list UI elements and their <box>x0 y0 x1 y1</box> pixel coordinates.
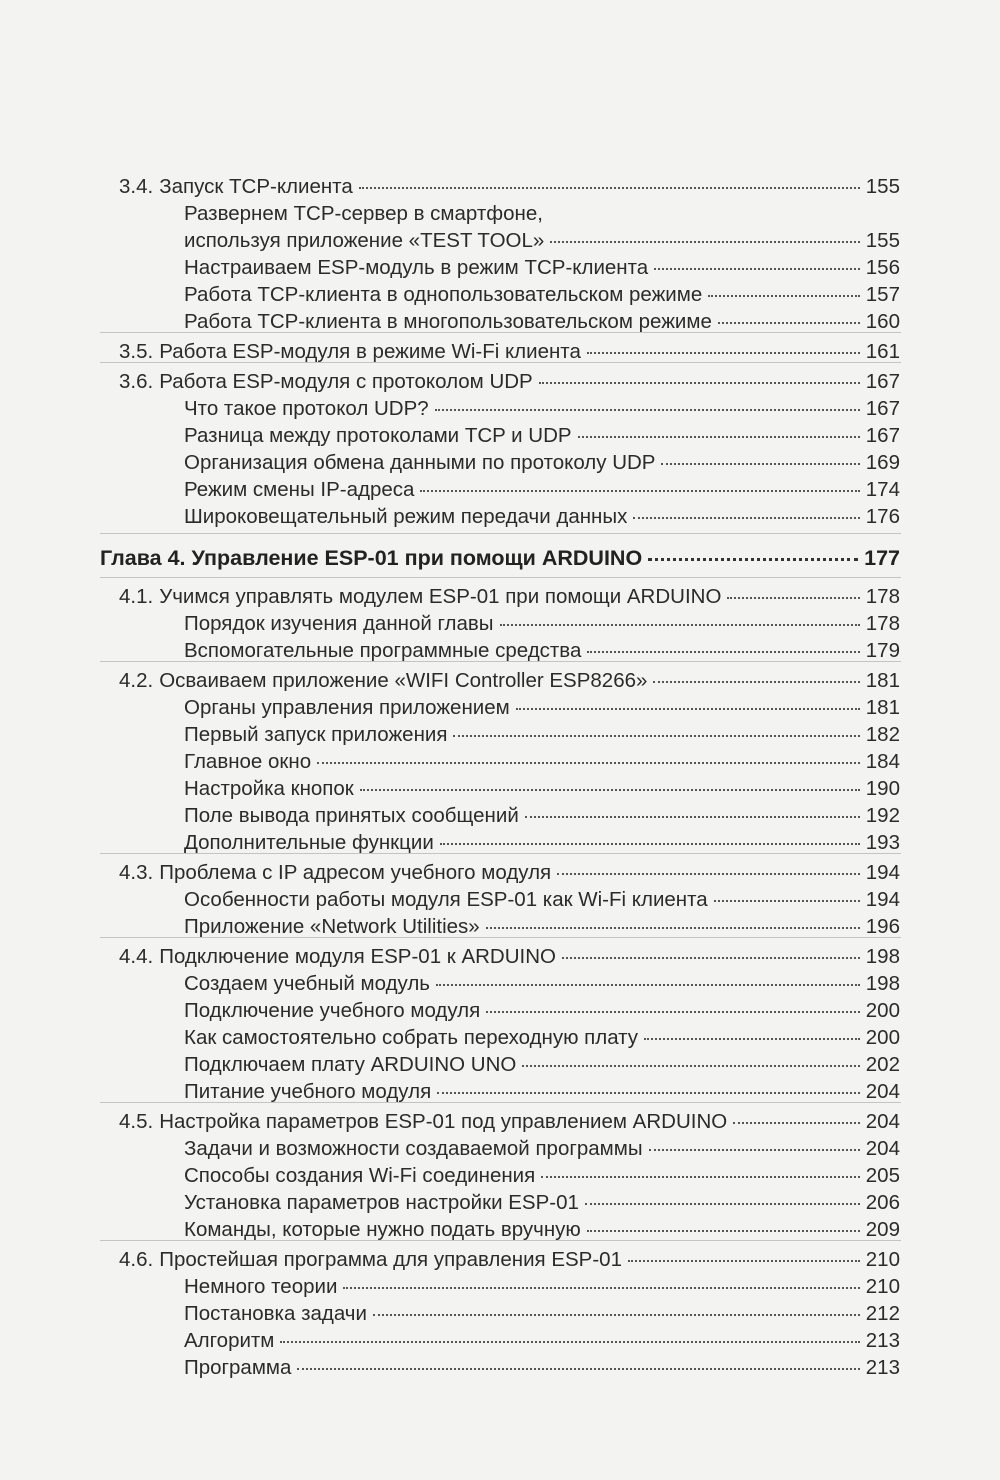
toc-subsection-row[interactable] <box>184 310 900 334</box>
toc-page-number: 178 <box>865 585 900 608</box>
section-divider <box>100 533 901 534</box>
toc-page-number: 209 <box>865 1218 900 1241</box>
toc-entry-title <box>184 831 434 855</box>
toc-page-number: 167 <box>865 397 900 420</box>
toc-entry-title <box>184 1026 638 1050</box>
dot-leader <box>440 843 860 845</box>
dot-leader <box>420 490 859 492</box>
toc-entry-number: 4.6. <box>119 1248 154 1271</box>
toc-page-number: 213 <box>865 1329 900 1352</box>
toc-entry-text: Что такое протокол UDP? <box>184 397 429 420</box>
toc-subsection-row[interactable] <box>184 451 900 475</box>
toc-subsection-row[interactable] <box>184 639 900 663</box>
dot-leader <box>522 1065 859 1067</box>
toc-page-number: 193 <box>865 831 900 854</box>
toc-subsection-row[interactable] <box>184 1356 900 1380</box>
toc-page-number: 200 <box>865 1026 900 1049</box>
toc-page-number: 169 <box>865 451 900 474</box>
toc-subsection-row[interactable] <box>184 1164 900 1188</box>
toc-entry-title <box>184 451 655 475</box>
toc-entry-title <box>184 999 480 1023</box>
toc-entry-title <box>119 669 647 693</box>
dot-leader <box>587 352 860 354</box>
dot-leader <box>280 1341 859 1343</box>
toc-entry-text: Работа ESP-модуля в режиме Wi-Fi клиента <box>159 340 581 363</box>
toc-entry-title <box>184 723 447 747</box>
dot-leader <box>541 1176 860 1178</box>
dot-leader <box>360 789 860 791</box>
toc-entry-text: Режим смены IP-адреса <box>184 478 415 501</box>
dot-leader <box>644 1038 860 1040</box>
toc-entry-title <box>184 915 480 939</box>
toc-chapter-row[interactable] <box>100 546 900 570</box>
toc-page-number: 157 <box>865 283 900 306</box>
toc-entry-title <box>184 1302 367 1326</box>
toc-entry-text: Особенности работы модуля ESP-01 как Wi-Fi клиента <box>184 888 708 911</box>
toc-entry-text: Широковещательный режим передачи данных <box>184 505 628 528</box>
dot-leader <box>486 1011 860 1013</box>
toc-entry-title <box>184 804 519 828</box>
toc-subsection-row[interactable] <box>184 505 900 529</box>
toc-page-number: 181 <box>865 696 900 719</box>
dot-leader <box>359 187 860 189</box>
toc-subsection-row[interactable] <box>184 723 900 747</box>
dot-leader <box>297 1368 859 1370</box>
dot-leader <box>718 322 860 324</box>
toc-page-number: 204 <box>865 1137 900 1160</box>
toc-entry-title <box>184 1053 516 1077</box>
toc-entry-title <box>119 370 533 394</box>
toc-entry-title <box>184 888 708 912</box>
toc-entry-title <box>184 1356 291 1380</box>
toc-subsection-row[interactable] <box>184 804 900 828</box>
dot-leader <box>733 1122 860 1124</box>
toc-entry-text: Настройка параметров ESP-01 под управлением ARDUINO <box>159 1110 728 1133</box>
toc-entry-text: Как самостоятельно собрать переходную плату <box>184 1026 639 1049</box>
toc-page-number: 210 <box>865 1248 900 1271</box>
toc-subsection-row[interactable] <box>184 1026 900 1050</box>
toc-entry-title <box>184 1164 535 1188</box>
toc-page-number: 212 <box>865 1302 900 1325</box>
toc-page-number: 178 <box>865 612 900 635</box>
toc-subsection-row[interactable] <box>184 397 900 421</box>
toc-entry-text: Органы управления приложением <box>184 696 510 719</box>
toc-subsection-row[interactable] <box>184 283 900 307</box>
toc-page-number: 181 <box>865 669 900 692</box>
toc-page-number: 190 <box>865 777 900 800</box>
toc-entry-text: Настраиваем ESP-модуль в режим TCP-клиента <box>184 256 649 279</box>
toc-page-number: 205 <box>865 1164 900 1187</box>
section-divider <box>100 362 901 363</box>
toc-subsection-row[interactable] <box>184 777 900 801</box>
toc-page-number: 161 <box>865 340 900 363</box>
section-divider <box>100 853 901 854</box>
toc-entry-text: Настройка кнопок <box>184 777 354 800</box>
dot-leader <box>708 295 860 297</box>
toc-page-number: 198 <box>865 945 900 968</box>
toc-page-number: 202 <box>865 1053 900 1076</box>
toc-entry-title <box>184 202 543 226</box>
toc-subsection-row[interactable] <box>184 915 900 939</box>
toc-section-row[interactable] <box>119 1248 900 1272</box>
toc-entry-title <box>184 777 354 801</box>
toc-section-row[interactable] <box>119 861 900 885</box>
toc-page-number: 192 <box>865 804 900 827</box>
toc-entry-text: Поле вывода принятых сообщений <box>184 804 519 827</box>
toc-entry-text: Способы создания Wi-Fi соединения <box>184 1164 536 1187</box>
dot-leader <box>727 597 859 599</box>
section-divider <box>100 1102 901 1103</box>
dot-leader <box>436 984 860 986</box>
toc-page-number: 177 <box>864 546 900 570</box>
section-divider <box>100 661 901 662</box>
toc-entry-title <box>119 585 721 609</box>
dot-leader <box>714 900 860 902</box>
toc-section-row[interactable] <box>119 669 900 693</box>
dot-leader <box>373 1314 860 1316</box>
toc-entry-text: используя приложение «TEST TOOL» <box>184 229 545 252</box>
toc-section-row[interactable] <box>119 175 900 199</box>
toc-entry-title <box>100 546 642 570</box>
toc-entry-title <box>184 612 494 636</box>
toc-entry-text: Первый запуск приложения <box>184 723 448 746</box>
toc-page-number: 176 <box>865 505 900 528</box>
toc-page-number: 182 <box>865 723 900 746</box>
toc-section-row[interactable] <box>119 585 900 609</box>
toc-entry-title <box>184 750 311 774</box>
toc-entry-title <box>119 340 581 364</box>
toc-page-number: 179 <box>865 639 900 662</box>
toc-entry-number: 3.4. <box>119 175 154 198</box>
toc-page-number: 206 <box>865 1191 900 1214</box>
toc-entry-number: 4.2. <box>119 669 154 692</box>
section-divider <box>100 577 901 578</box>
dot-leader <box>585 1203 860 1205</box>
dot-leader <box>648 558 858 561</box>
toc-entry-number: 4.3. <box>119 861 154 884</box>
toc-entry-text: Запуск TCP-клиента <box>159 175 353 198</box>
toc-page-number: 167 <box>865 370 900 393</box>
toc-entry-title <box>184 1275 337 1299</box>
toc-subsection-row[interactable] <box>184 1080 900 1104</box>
toc-entry-title <box>184 639 581 663</box>
toc-entry-text: Осваиваем приложение «WIFI Controller ESP8266» <box>159 669 648 692</box>
toc-subsection-row[interactable] <box>184 831 900 855</box>
toc-entry-text: Постановка задачи <box>184 1302 367 1325</box>
toc-entry-number: 3.6. <box>119 370 154 393</box>
dot-leader <box>500 624 860 626</box>
toc-entry-text: Алгоритм <box>184 1329 275 1352</box>
toc-entry-number: 3.5. <box>119 340 154 363</box>
dot-leader <box>562 957 860 959</box>
dot-leader <box>539 382 860 384</box>
section-divider <box>100 1240 901 1241</box>
toc-page-number: 167 <box>865 424 900 447</box>
dot-leader <box>557 873 860 875</box>
toc-subsection-row[interactable] <box>184 478 900 502</box>
toc-page-number: 210 <box>865 1275 900 1298</box>
dot-leader <box>550 241 860 243</box>
toc-entry-title <box>184 310 712 334</box>
toc-section-row[interactable] <box>119 945 900 969</box>
section-divider <box>100 332 901 333</box>
toc-entry-text: Учимся управлять модулем ESP-01 при помощи ARDUINO <box>159 585 722 608</box>
toc-page-number: 194 <box>865 861 900 884</box>
dot-leader <box>317 762 860 764</box>
toc-entry-text: Главное окно <box>184 750 312 773</box>
toc-subsection-row[interactable] <box>184 229 900 253</box>
dot-leader <box>525 816 860 818</box>
toc-subsection-row[interactable] <box>184 1053 900 1077</box>
toc-entry-text: Простейшая программа для управления ESP-01 <box>159 1248 622 1271</box>
toc-entry-text: Приложение «Network Utilities» <box>184 915 480 938</box>
dot-leader <box>437 1092 860 1094</box>
toc-entry-text: Разница между протоколами TCP и UDP <box>184 424 572 447</box>
toc-page-number: 204 <box>865 1080 900 1103</box>
dot-leader <box>628 1260 860 1262</box>
toc-subsection-row[interactable] <box>184 1275 900 1299</box>
toc-subsection-row[interactable] <box>184 1218 900 1242</box>
toc-entry-text: Программа <box>184 1356 292 1379</box>
toc-page-number: 213 <box>865 1356 900 1379</box>
toc-page-number: 174 <box>865 478 900 501</box>
toc-entry-number: 4.4. <box>119 945 154 968</box>
section-divider <box>100 937 901 938</box>
toc-entry-text: Установка параметров настройки ESP-01 <box>184 1191 579 1214</box>
toc-entry-title <box>184 696 510 720</box>
toc-subsection-row[interactable] <box>184 1302 900 1326</box>
toc-entry-text: Глава 4. Управление ESP-01 при помощи ARDUINO <box>100 546 643 570</box>
toc-entry-title <box>119 1110 727 1134</box>
toc-entry-text: Вспомогательные программные средства <box>184 639 582 662</box>
dot-leader <box>587 1230 860 1232</box>
toc-page-number: 155 <box>865 229 900 252</box>
toc-entry-text: Подключаем плату ARDUINO UNO <box>184 1053 517 1076</box>
dot-leader <box>661 463 859 465</box>
dot-leader <box>587 651 859 653</box>
toc-page-number: 160 <box>865 310 900 333</box>
toc-page-number: 196 <box>865 915 900 938</box>
toc-entry-title <box>184 972 430 996</box>
toc-entry-title <box>184 1329 274 1353</box>
dot-leader <box>653 681 859 683</box>
dot-leader <box>453 735 859 737</box>
toc-entry-title <box>184 229 544 253</box>
toc-page-number: 156 <box>865 256 900 279</box>
toc-entry-text: Питание учебного модуля <box>184 1080 432 1103</box>
toc-entry-number: 4.1. <box>119 585 154 608</box>
toc-entry-title <box>119 1248 622 1272</box>
toc-subsection-row[interactable] <box>184 1191 900 1215</box>
toc-entry-text: Задачи и возможности создаваемой программы <box>184 1137 643 1160</box>
toc-entry-number: 4.5. <box>119 1110 154 1133</box>
toc-entry-title <box>184 424 572 448</box>
dot-leader <box>435 409 860 411</box>
toc-entry-text: Работа TCP-клиента в многопользовательском режиме <box>184 310 712 333</box>
toc-subsection-row[interactable] <box>184 1137 900 1161</box>
toc-subsection-row[interactable] <box>184 750 900 774</box>
toc-entry-title <box>119 175 353 199</box>
toc-entry-text: Проблема с IP адресом учебного модуля <box>159 861 552 884</box>
toc-subsection-row[interactable] <box>184 256 900 280</box>
toc-subsection-row[interactable] <box>184 972 900 996</box>
toc-entry-title <box>184 397 429 421</box>
toc-entry-text: Работа ESP-модуля с протоколом UDP <box>159 370 533 393</box>
toc-entry-text: Работа TCP-клиента в однопользовательском режиме <box>184 283 703 306</box>
toc-entry-title <box>119 861 551 885</box>
toc-section-row[interactable] <box>119 1110 900 1134</box>
toc-page-number: 155 <box>865 175 900 198</box>
toc-entry-title <box>184 478 414 502</box>
dot-leader <box>654 268 860 270</box>
toc-page-number: 200 <box>865 999 900 1022</box>
dot-leader <box>633 517 859 519</box>
dot-leader <box>516 708 860 710</box>
toc-section-row[interactable] <box>119 370 900 394</box>
toc-subsection-row[interactable] <box>184 888 900 912</box>
toc-entry-text: Развернем TCP-сервер в смартфоне, <box>184 202 543 225</box>
toc-entry-title <box>184 1191 579 1215</box>
toc-subsection-row[interactable] <box>184 999 900 1023</box>
dot-leader <box>578 436 860 438</box>
toc-entry-text: Немного теории <box>184 1275 338 1298</box>
toc-entry-text: Порядок изучения данной главы <box>184 612 494 635</box>
toc-entry-title <box>184 283 702 307</box>
toc-subsection-row[interactable] <box>184 202 900 226</box>
toc-entry-text: Дополнительные функции <box>184 831 434 854</box>
toc-entry-text: Создаем учебный модуль <box>184 972 430 995</box>
toc-entry-text: Организация обмена данными по протоколу UDP <box>184 451 656 474</box>
toc-entry-title <box>184 1218 581 1242</box>
toc-entry-title <box>119 945 556 969</box>
dot-leader <box>649 1149 860 1151</box>
toc-subsection-row[interactable] <box>184 612 900 636</box>
toc-section-row[interactable] <box>119 340 900 364</box>
toc-subsection-row[interactable] <box>184 1329 900 1353</box>
dot-leader <box>343 1287 859 1289</box>
toc-entry-text: Подключение учебного модуля <box>184 999 481 1022</box>
dot-leader <box>486 927 860 929</box>
toc-page-number: 194 <box>865 888 900 911</box>
toc-entry-title <box>184 1137 643 1161</box>
toc-entry-title <box>184 505 627 529</box>
toc-page-number: 198 <box>865 972 900 995</box>
toc-entry-title <box>184 1080 431 1104</box>
toc-subsection-row[interactable] <box>184 424 900 448</box>
toc-page-number: 204 <box>865 1110 900 1133</box>
toc-page-number: 184 <box>865 750 900 773</box>
toc-entry-title <box>184 256 648 280</box>
toc-subsection-row[interactable] <box>184 696 900 720</box>
toc-entry-text: Команды, которые нужно подать вручную <box>184 1218 581 1241</box>
toc-entry-text: Подключение модуля ESP-01 к ARDUINO <box>159 945 556 968</box>
